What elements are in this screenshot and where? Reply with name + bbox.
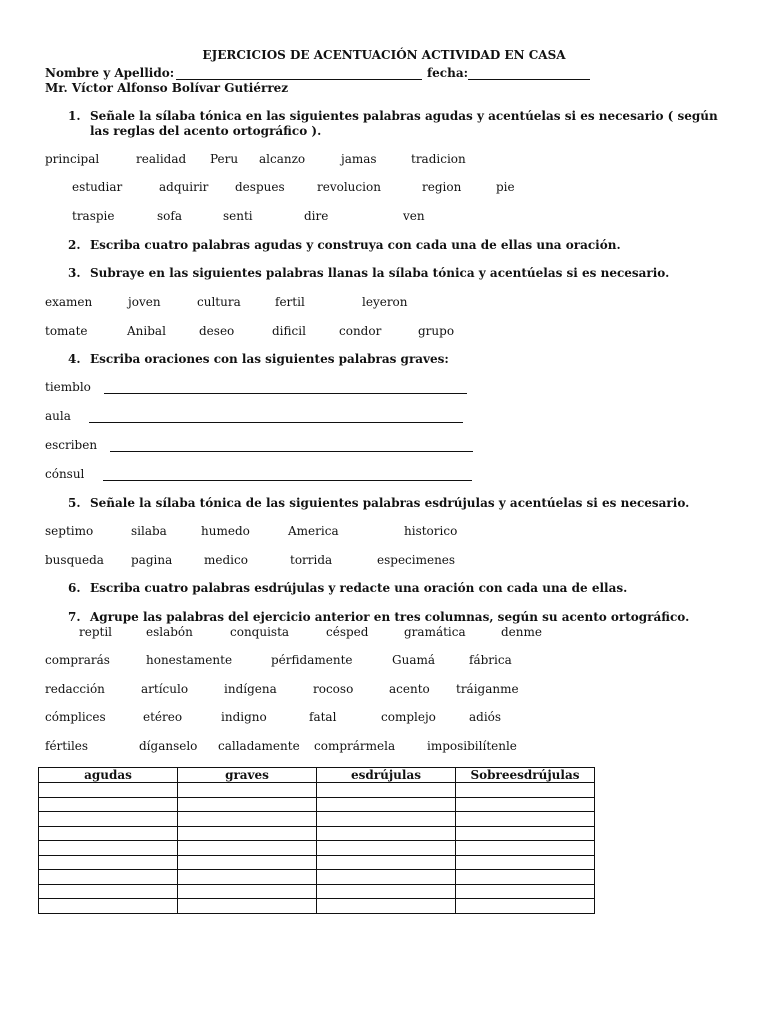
header-agudas: agudas [39,768,178,783]
q7-word: cómplices [45,710,106,724]
q7-word: reptil [79,625,113,639]
table-cell[interactable] [456,855,595,870]
q1-word: dire [304,209,329,223]
q4-answer-line[interactable] [103,480,472,481]
table-cell[interactable] [39,826,178,841]
header-sobreesdrujulas: Sobreesdrújulas [456,768,595,783]
q6-text: Escriba cuatro palabras esdrújulas y redacte una oración con cada una de ellas. [90,581,628,595]
q1-word: pie [496,180,515,194]
table-cell[interactable] [317,870,456,885]
q7-word: honestamente [146,653,233,667]
table-cell[interactable] [39,797,178,812]
classification-table [38,767,595,914]
name-label: Nombre y Apellido: [45,66,175,80]
q3-word: condor [339,324,382,338]
q7-word: césped [326,625,369,639]
q3-word: examen [45,295,93,309]
table-row [39,870,595,885]
table-row [39,841,595,856]
q5-word: historico [404,524,458,538]
q4-word: escriben [45,438,98,452]
q3-number: 3. [68,266,81,280]
q7-word: redacción [45,682,105,696]
table-cell[interactable] [456,826,595,841]
q4-number: 4. [68,352,81,366]
q7-word: fábrica [469,653,512,667]
q5-number: 5. [68,496,81,510]
q4-text: Escriba oraciones con las siguientes palabras graves: [90,352,449,366]
q1-word: adquirir [159,180,209,194]
q1-word: sofa [157,209,182,223]
q3-word: tomate [45,324,88,338]
table-cell[interactable] [178,855,317,870]
q1-word: Peru [210,152,239,166]
q5-word: pagina [131,553,173,567]
table-cell[interactable] [317,783,456,798]
q2-text: Escriba cuatro palabras agudas y construya con cada una de ellas una oración. [90,238,621,252]
page-title: EJERCICIOS DE ACENTUACIÓN ACTIVIDAD EN CASA [202,48,566,62]
q7-word: calladamente [218,739,300,753]
q1-word: realidad [136,152,187,166]
q4-answer-line[interactable] [104,393,467,394]
q7-word: imposibilítenle [427,739,517,753]
q1-text-line2: las reglas del acento ortográfico ). [90,124,322,138]
table-row [39,826,595,841]
date-label: fecha: [427,66,469,80]
q7-word: eslabón [146,625,193,639]
q1-word: traspie [72,209,115,223]
table-cell[interactable] [39,870,178,885]
q5-word: silaba [131,524,167,538]
q5-word: especimenes [377,553,456,567]
table-cell[interactable] [178,812,317,827]
table-row [39,797,595,812]
table-cell[interactable] [456,870,595,885]
q4-word: cónsul [45,467,85,481]
q2-number: 2. [68,238,81,252]
q3-word: leyeron [362,295,408,309]
date-blank-line[interactable] [468,79,590,80]
q5-word: America [288,524,339,538]
table-row [39,812,595,827]
q1-word: ven [403,209,425,223]
table-row [39,855,595,870]
table-cell[interactable] [317,855,456,870]
q1-word: tradicion [411,152,466,166]
table-cell[interactable] [317,884,456,899]
q1-word: alcanzo [259,152,306,166]
q7-word: Guamá [392,653,436,667]
table-cell[interactable] [317,797,456,812]
table-row [39,899,595,914]
q5-word: busqueda [45,553,104,567]
table-header-row [39,768,595,783]
q4-answer-line[interactable] [89,422,463,423]
table-row [39,783,595,798]
table-cell[interactable] [39,899,178,914]
q5-word: medico [204,553,248,567]
header-esdrujulas: esdrújulas [317,768,456,783]
q7-word: pérfidamente [271,653,353,667]
table-cell[interactable] [178,841,317,856]
q3-word: grupo [418,324,455,338]
table-cell[interactable] [456,841,595,856]
table-cell[interactable] [39,884,178,899]
header-graves: graves [178,768,317,783]
q1-word: jamas [341,152,377,166]
table-cell[interactable] [456,884,595,899]
q4-word: tiemblo [45,380,91,394]
table-cell[interactable] [39,841,178,856]
q7-word: rocoso [313,682,354,696]
table-cell[interactable] [178,870,317,885]
table-body [39,783,595,914]
table-cell[interactable] [456,797,595,812]
q5-word: torrida [290,553,333,567]
teacher-name: Mr. Víctor Alfonso Bolívar Gutiérrez [45,81,289,95]
table-cell[interactable] [39,855,178,870]
q4-answer-line[interactable] [110,451,473,452]
q3-word: joven [128,295,161,309]
q3-word: Anibal [127,324,166,338]
table-cell[interactable] [317,812,456,827]
table-cell[interactable] [178,826,317,841]
q5-word: septimo [45,524,94,538]
q1-word: estudiar [72,180,123,194]
q1-word: principal [45,152,100,166]
q1-word: region [422,180,462,194]
q3-word: fertil [275,295,305,309]
q5-text: Señale la sílaba tónica de las siguientes palabras esdrújulas y acentúelas si es necesario. [90,496,690,510]
table-cell[interactable] [317,841,456,856]
q7-word: artículo [141,682,189,696]
q1-word: despues [235,180,285,194]
table-cell[interactable] [178,783,317,798]
q7-word: indigno [221,710,267,724]
q7-word: indígena [224,682,277,696]
table-cell[interactable] [317,899,456,914]
table-cell[interactable] [456,783,595,798]
table-row [39,884,595,899]
table-cell[interactable] [456,899,595,914]
table-cell[interactable] [39,812,178,827]
q1-number: 1. [68,109,81,123]
q7-text: Agrupe las palabras del ejercicio anterior en tres columnas, según su acento ortográfico. [90,610,690,624]
q6-number: 6. [68,581,81,595]
table-cell[interactable] [178,797,317,812]
q7-word: comprármela [314,739,396,753]
q7-word: fatal [309,710,337,724]
q7-word: fértiles [45,739,89,753]
table-cell[interactable] [178,899,317,914]
q7-word: tráiganme [456,682,519,696]
q7-word: gramática [404,625,466,639]
q3-word: dificil [272,324,306,338]
q3-text: Subraye en las siguientes palabras llanas la sílaba tónica y acentúelas si es necesario. [90,266,670,280]
q4-word: aula [45,409,71,423]
q1-text-line1: Señale la sílaba tónica en las siguientes palabras agudas y acentúelas si es necesario ( según [90,109,718,123]
q1-word: revolucion [317,180,381,194]
table-cell[interactable] [178,884,317,899]
table-cell[interactable] [317,826,456,841]
q7-number: 7. [68,610,81,624]
q5-word: humedo [201,524,250,538]
q7-word: comprarás [45,653,110,667]
q7-word: acento [389,682,430,696]
q7-word: etéreo [143,710,183,724]
q7-word: díganselo [139,739,198,753]
q7-word: conquista [230,625,290,639]
q7-word: complejo [381,710,436,724]
q3-word: deseo [199,324,235,338]
table-cell[interactable] [39,783,178,798]
q3-word: cultura [197,295,241,309]
q7-word: denme [501,625,542,639]
name-blank-line[interactable] [176,79,422,80]
q1-word: senti [223,209,253,223]
table-cell[interactable] [456,812,595,827]
q7-word: adiós [469,710,502,724]
